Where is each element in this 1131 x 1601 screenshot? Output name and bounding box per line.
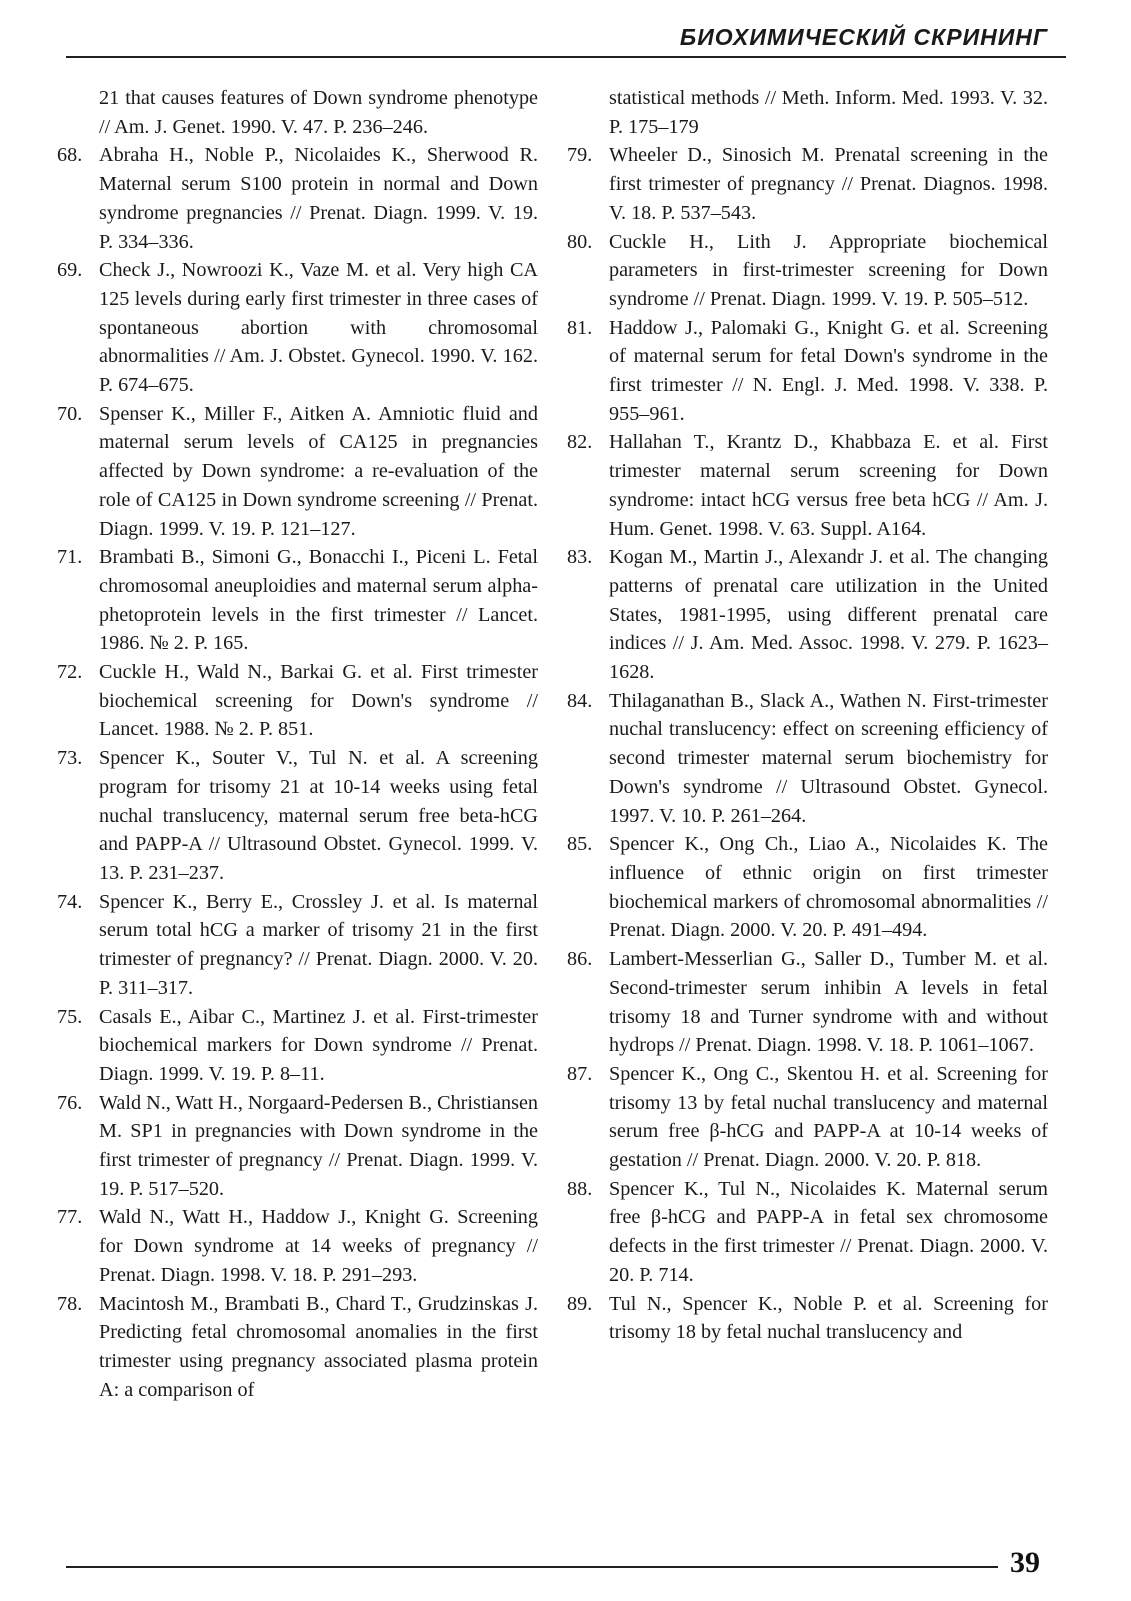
reference-text: Spencer K., Souter V., Tul N. et al. A screening program for trisomy 21 at 10-14 weeks using fetal nuchal translucency, maternal serum free beta-hCG and PAPP-A // Ultrasound Obstet. Gynecol. 1999. V. 13. P. 231–237.: [99, 747, 538, 884]
reference-column-left: [57, 84, 538, 1404]
reference-item: [567, 543, 1048, 687]
reference-number: 76.: [57, 1091, 83, 1114]
reference-number: 80.: [567, 230, 593, 253]
reference-text: Spencer K., Ong C., Skentou H. et al. Screening for trisomy 13 by fetal nuchal translucency and maternal serum free β-hCG and PAPP-A at 10-14 weeks of gestation // Prenat. Diagn. 2000. V. 20. P. 818.: [609, 1062, 1048, 1172]
footer-rule: [66, 1566, 998, 1568]
reference-text: Spenser K., Miller F., Aitken A. Amniotic fluid and maternal serum levels of CA125 in pregnancies affected by Down syndrome: a re-evaluation of the role of CA125 in Down syndrome screening // Prenat. Diagn. 1999. V. 19. P. 121–127.: [99, 402, 538, 540]
reference-text: Thilaganathan B., Slack A., Wathen N. First-trimester nuchal translucency: effect on screening efficiency of second trimester maternal serum biochemistry for Down's syndrome // Ultrasound Obstet. Gynecol. 1997. V. 10. P. 261–264.: [609, 689, 1048, 827]
reference-text: Check J., Nowroozi K., Vaze M. et al. Very high CA 125 levels during early first trimester in three cases of spontaneous abortion with chromosomal abnormalities // Am. J. Obstet. Gynecol. 1990. V. 162. P. 674–675.: [99, 259, 538, 397]
reference-number: 74.: [57, 890, 83, 913]
reference-number: 79.: [567, 144, 593, 167]
reference-item: [57, 141, 538, 256]
reference-item: [57, 1203, 538, 1289]
reference-item: [57, 543, 538, 658]
reference-item: [57, 256, 538, 400]
reference-text: Cuckle H., Lith J. Appropriate biochemical parameters in first-trimester screening for Down syndrome // Prenat. Diagn. 1999. V. 19. P. 505–512.: [609, 230, 1048, 310]
reference-item: [567, 228, 1048, 314]
reference-text: Hallahan T., Krantz D., Khabbaza E. et al. First trimester maternal serum screening for Down syndrome: intact hCG versus free beta hCG // Am. J. Hum. Genet. 1998. V. 63. Suppl. A164.: [609, 431, 1048, 540]
reference-item: [57, 400, 538, 544]
reference-number: 81.: [567, 316, 593, 339]
reference-text: Wald N., Watt H., Haddow J., Knight G. Screening for Down syndrome at 14 weeks of pregnancy // Prenat. Diagn. 1998. V. 18. P. 291–293.: [99, 1206, 538, 1286]
reference-text: statistical methods // Meth. Inform. Med. 1993. V. 32. P. 175–179: [609, 87, 1048, 138]
reference-item: [567, 314, 1048, 429]
reference-number: 72.: [57, 661, 83, 684]
reference-number: 84.: [567, 689, 593, 712]
reference-number: 86.: [567, 948, 593, 971]
reference-text: Abraha H., Noble P., Nicolaides K., Sherwood R. Maternal serum S100 protein in normal and Down syndrome pregnancies // Prenat. Diagn. 1999. V. 19. P. 334–336.: [99, 144, 538, 253]
reference-text: Spencer K., Berry E., Crossley J. et al. Is maternal serum total hCG a marker of trisomy 21 in the first trimester of pregnancy? // Prenat. Diagn. 2000. V. 20. P. 311–317.: [99, 890, 538, 999]
reference-text: Macintosh M., Brambati B., Chard T., Grudzinskas J. Predicting fetal chromosomal anomalies in the first trimester using pregnancy associated plasma protein A: a comparison of: [99, 1292, 538, 1401]
reference-item: [57, 658, 538, 744]
reference-number: 69.: [57, 259, 83, 282]
reference-text: Brambati B., Simoni G., Bonacchi I., Piceni L. Fetal chromosomal aneuploidies and maternal serum alpha-phetoprotein levels in the first trimester // Lancet. 1986. № 2. P. 165.: [99, 546, 538, 655]
reference-number: 89.: [567, 1292, 593, 1315]
reference-number: 70.: [57, 402, 83, 425]
reference-item: [57, 1290, 538, 1405]
header-title: БИОХИМИЧЕСКИЙ СКРИНИНГ: [679, 24, 1048, 50]
reference-text: Cuckle H., Wald N., Barkai G. et al. First trimester biochemical screening for Down's syndrome // Lancet. 1988. № 2. P. 851.: [99, 661, 538, 741]
reference-text: Lambert-Messerlian G., Saller D., Tumber M. et al. Second-trimester serum inhibin A levels in fetal trisomy 18 and Turner syndrome with and without hydrops // Prenat. Diagn. 1998. V. 18. P. 1061–1067.: [609, 948, 1048, 1057]
reference-text: Spencer K., Tul N., Nicolaides K. Maternal serum free β-hCG and PAPP-A in fetal sex chromosome defects in the first trimester // Prenat. Diagn. 2000. V. 20. P. 714.: [609, 1177, 1048, 1286]
reference-item: [567, 687, 1048, 831]
reference-number: 82.: [567, 431, 593, 454]
reference-item: [567, 830, 1048, 945]
reference-item: [567, 141, 1048, 227]
reference-text: Casals E., Aibar C., Martinez J. et al. First-trimester biochemical markers for Down syndrome // Prenat. Diagn. 1999. V. 19. P. 8–11.: [99, 1005, 538, 1085]
reference-item: [57, 744, 538, 888]
reference-item: [567, 1060, 1048, 1175]
reference-text: Wheeler D., Sinosich M. Prenatal screening in the first trimester of pregnancy // Prenat. Diagnos. 1998. V. 18. P. 537–543.: [609, 144, 1048, 224]
reference-text: Kogan M., Martin J., Alexandr J. et al. The changing patterns of prenatal care utilization in the United States, 1981-1995, using different prenatal care indices // J. Am. Med. Assoc. 1998. V. 279. P. 1623–1628.: [609, 546, 1048, 684]
reference-number: 78.: [57, 1292, 83, 1315]
reference-item: [57, 1089, 538, 1204]
reference-text: Wald N., Watt H., Norgaard-Pedersen B., Christiansen M. SP1 in pregnancies with Down syndrome in the first trimester of pregnancy // Prenat. Diagn. 1999. V. 19. P. 517–520.: [99, 1091, 538, 1200]
reference-number: 87.: [567, 1062, 593, 1085]
reference-text: 21 that causes features of Down syndrome phenotype // Am. J. Genet. 1990. V. 47. P. 236–246.: [99, 87, 538, 138]
reference-number: 75.: [57, 1005, 83, 1028]
reference-number: 71.: [57, 546, 83, 569]
reference-text: Spencer K., Ong Ch., Liao A., Nicolaides K. The influence of ethnic origin on first trimester biochemical markers of chromosomal abnormalities // Prenat. Diagn. 2000. V. 20. P. 491–494.: [609, 833, 1048, 942]
reference-item: [57, 888, 538, 1003]
reference-number: 68.: [57, 144, 83, 167]
reference-item: [567, 945, 1048, 1060]
reference-text: Haddow J., Palomaki G., Knight G. et al. Screening of maternal serum for fetal Down's syndrome in the first trimester // N. Engl. J. Med. 1998. V. 338. P. 955–961.: [609, 316, 1048, 425]
reference-item: [57, 1003, 538, 1089]
reference-number: 83.: [567, 546, 593, 569]
reference-number: 88.: [567, 1177, 593, 1200]
reference-number: 85.: [567, 833, 593, 856]
running-header: [66, 22, 1066, 58]
reference-number: 73.: [57, 747, 83, 770]
reference-item: [588, 84, 1048, 141]
reference-number: 77.: [57, 1206, 83, 1229]
reference-column-right: [567, 84, 1048, 1347]
reference-text: Tul N., Spencer K., Noble P. et al. Screening for trisomy 18 by fetal nuchal translucency and: [609, 1292, 1048, 1344]
page-number: 39: [1010, 1546, 1040, 1579]
reference-item: [78, 84, 538, 141]
reference-item: [567, 428, 1048, 543]
reference-item: [567, 1290, 1048, 1347]
reference-item: [567, 1175, 1048, 1290]
